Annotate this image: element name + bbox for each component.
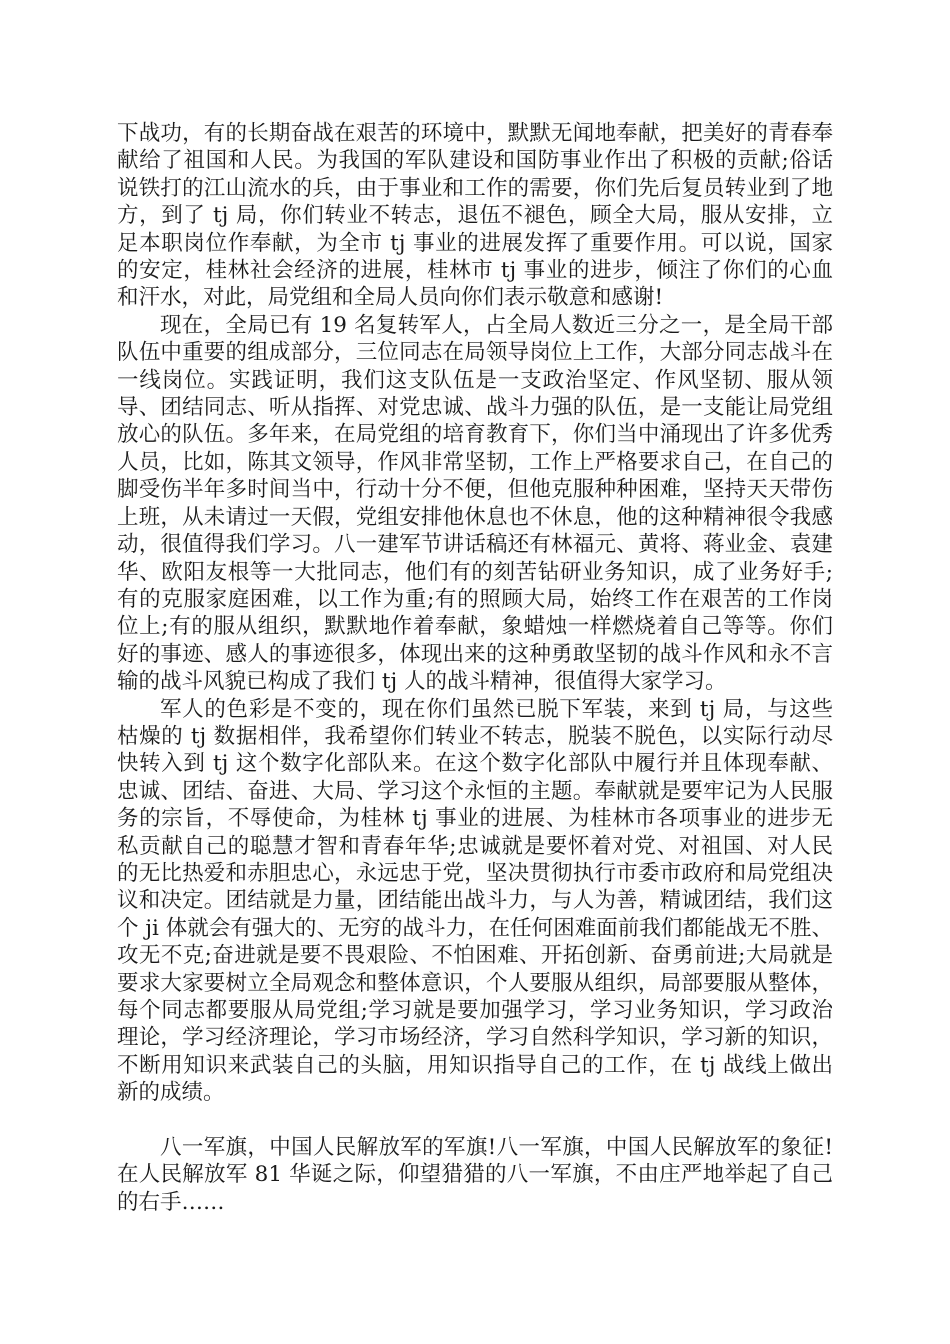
paragraph-1: 下战功，有的长期奋战在艰苦的环境中，默默无闻地奉献，把美好的青春奉献给了祖国和人民。为我国的军队建设和国防事业作出了积极的贡献;俗话说铁打的江山流水的兵，由于事业和工作的需要，你们先后复员转业到了地方，到了 tj 局，你们转业不转志，退伍不褪色，顾全大局，服从安排，立足本职岗位作奉献，为全市 tj 事业的进展发挥了重要作用。可以说，国家的安定，桂林社会经济的进展，桂林市 tj 事业的进步，倾注了你们的心血和汗水，对此，局党组和全局人员向你们表示敬意和感谢! — [117, 121, 833, 311]
paragraph-gap — [117, 1107, 833, 1134]
document-body — [117, 120, 833, 1216]
paragraph-2: 现在，全局已有 19 名复转军人，占全局人数近三分之一，是全局干部队伍中重要的组成部分，三位同志在局领导岗位上工作，大部分同志战斗在一线岗位。实践证明，我们这支队伍是一支政治坚定、作风坚韧、服从领导、团结同志、听从指挥、对党忠诚、战斗力强的队伍，是一支能让局党组放心的队伍。多年来，在局党组的培育教育下，你们当中涌现出了许多优秀人员，比如，陈其文领导，作风非常坚韧，工作上严格要求自己，在自己的脚受伤半年多时间当中，行动十分不便，但他克服种种困难，坚持天天带伤上班，从未请过一天假，党组安排他休息也不休息，他的这种精神很令我感动，很值得我们学习。八一建军节讲话稿还有林福元、黄将、蒋业金、袁建华、欧阳友根等一大批同志，他们有的刻苦钻研业务知识，成了业务好手;有的克服家庭困难，以工作为重;有的照顾大局，始终工作在艰苦的工作岗位上;有的服从组织，默默地作着奉献，象蜡烛一样燃烧着自己等等。你们好的事迹、感人的事迹很多，体现出来的这种勇敢坚韧的战斗作风和永不言输的战斗风貌已构成了我们 tj 人的战斗精神，很值得大家学习。 — [117, 312, 833, 695]
paragraph-3: 军人的色彩是不变的，现在你们虽然已脱下军装，来到 tj 局，与这些枯燥的 tj 数据相伴，我希望你们转业不转志，脱装不脱色，以实际行动尽快转入到 tj 这个数字化部队来。在这个数字化部队中履行并且体现奉献、忠诚、团结、奋进、大局、学习这个永恒的主题。奉献就是要牢记为人民服务的宗旨，不辱使命，为桂林 tj 事业的进展、为桂林市各项事业的进步无私贡献自己的聪慧才智和青春年华;忠诚就是要怀着对党、对祖国、对人民的无比热爱和赤胆忠心，永远忠于党，坚决贯彻执行市委市政府和局党组决议和决定。团结就是力量，团结能出战斗力，与人为善，精诚团结，我们这个 ji 体就会有强大的、无穷的战斗力，在任何困难面前我们都能战无不胜、攻无不克;奋进就是要不畏艰险、不怕困难、开拓创新、奋勇前进;大局就是要求大家要树立全局观念和整体意识，个人要服从组织，局部要服从整体，每个同志都要服从局党组;学习就是要加强学习，学习业务知识，学习政治理论，学习经济理论，学习市场经济，学习自然科学知识，学习新的知识，不断用知识来武装自己的头脑，用知识指导自己的工作，在 tj 战线上做出新的成绩。 — [117, 696, 833, 1106]
paragraph-4: 八一军旗，中国人民解放军的军旗!八一军旗，中国人民解放军的象征!在人民解放军 81 华诞之际，仰望猎猎的八一军旗，不由庄严地举起了自己的右手…… — [117, 1135, 833, 1215]
